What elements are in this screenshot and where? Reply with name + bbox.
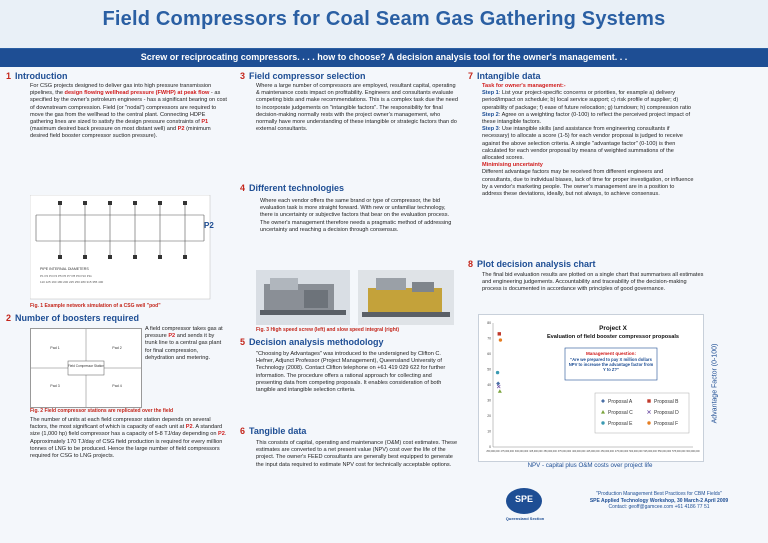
section-number: 3 (240, 71, 246, 81)
pad-label: Pad 4 (112, 384, 122, 388)
y-tick-label: 70 (487, 336, 491, 341)
s2-text-3: . Approximately 170 TJ/day of CSG field production is required for every million tonnes of LNG to be produced. Hence the large number of field compressors required for CSG to LNG projects. (30, 431, 227, 460)
chart-marks (496, 332, 502, 393)
intro-highlight: design flowing wellhead pressure (FWHP) at peak flow (64, 90, 210, 97)
decision-chart (478, 314, 704, 462)
section-4 (240, 182, 458, 234)
x-tick-label: 250,000,000 (486, 450, 500, 453)
x-tick-label: 450,000,000 (600, 450, 614, 453)
spe-logo-text: SPE (514, 494, 533, 504)
y-tick-label: 20 (487, 414, 491, 419)
step-3-text: : Use intangible skills (and assistance from engineering consultants if necessary) to allocate a score (1-5) for each vendor proposal is judged to receive against the above selection criteria. A single "advantage factor" (0-100) is then calculated for each vendor proposal by means of weighted summations of the allocated scores. (482, 126, 683, 162)
pad-label: Pad 1 (50, 346, 60, 350)
step-1 (482, 90, 694, 112)
section-4-heading (240, 182, 458, 195)
x-tick-label: 275,000,000 (500, 450, 514, 453)
side-text-2: and sends it by trunk line to a central gas plant for final compression, dehydration and metering. (145, 333, 222, 361)
intro-text-2: - as specified by the owner's petroleum engineers - has a significant bearing on cost of downstream compression. Field (or "nodal") compressors are required to move the gas from the wellhead to the central plant. Connecting HDPE gathering lines are sized to satisfy the design pressure constraints of (30, 90, 227, 126)
p2-label: P2 (218, 431, 225, 438)
question-title: Management question: (585, 351, 637, 356)
footer-line-3: Contact: geoff@gamcee.com +61 4186 77 51 (608, 504, 710, 511)
poster-subtitle: Screw or reciprocating compressors. . . . how to choose? A decision analysis tool for the owner's management. . . (140, 52, 628, 62)
legend-label: Proposal D (654, 410, 679, 416)
section-number: 7 (468, 71, 474, 81)
task-heading: Task for owner's management:- (482, 83, 566, 89)
column-2 (240, 70, 458, 133)
x-tick-label: 350,000,000 (543, 450, 557, 453)
p2-label: P2 (168, 333, 176, 340)
x-tick-label: 550,000,000 (657, 450, 672, 453)
section-7-heading (468, 70, 764, 83)
minimising-heading: Minimising uncertainty (482, 162, 543, 169)
x-tick-label: 575,000,000 (672, 450, 686, 453)
intro-text-1: For CSG projects designed to deliver gas into high pressure transmission pipelines, the (30, 83, 212, 97)
pads-svg (31, 329, 141, 407)
y-tick-label: 30 (487, 398, 491, 403)
data-point-proposal-d (497, 385, 500, 388)
y-tick-label: 40 (487, 383, 491, 388)
data-point-proposal-c (498, 389, 502, 393)
p2-label: P2 (177, 126, 185, 133)
diagram-title: PIPE INTERNAL DIAMETERS (40, 267, 89, 271)
section-title: Different technologies (249, 183, 345, 193)
intro-text-4: (minimum desired field booster compressor suction pressure). (30, 126, 211, 140)
p2-marker: P2 (204, 221, 214, 230)
p1-label: P1 (201, 119, 209, 126)
s2-text-2: . A standard size (1,000 hp) field compressor has a capacity of 5-8 TJ/day depending on (30, 424, 223, 438)
section-title: Decision analysis methodology (249, 337, 384, 347)
fig1-network-diagram (30, 195, 230, 303)
footer-line-1: "Production Management Best Practices for CBM Fields" (596, 491, 722, 497)
question-text: "Are we prepared to pay X million dollars NPV to increase the advantage factor from Y to Z?" (568, 357, 654, 373)
fig2-pads-diagram (30, 328, 142, 408)
section-6-heading (240, 425, 458, 438)
section-number: 8 (468, 259, 474, 269)
step-1-label: Step 1 (482, 90, 499, 97)
y-tick-label: 0 (489, 445, 491, 450)
poster-title: Field Compressors for Coal Seam Gas Gathering Systems (102, 8, 666, 30)
section-title: Field compressor selection (249, 71, 366, 81)
section-number: 6 (240, 426, 246, 436)
legend-marker (647, 399, 650, 402)
section-2-side-text (145, 326, 227, 362)
legend-label: Proposal F (654, 421, 679, 427)
intro-text-3: (maximum desired back pressure on most distant well) and (30, 126, 178, 133)
data-point-proposal-a (496, 381, 500, 385)
section-title: Number of boosters required (15, 313, 140, 323)
intro-text (6, 83, 228, 141)
section-2-heading (6, 312, 228, 325)
section-title: Plot decision analysis chart (477, 259, 596, 269)
data-point-proposal-e (496, 371, 499, 374)
chart-subtitle: Evaluation of field booster compressor proposals (546, 334, 680, 340)
p2-label: P2 (185, 424, 193, 431)
fig2-caption: Fig. 2 Field compressor stations are replicated over the field (30, 408, 174, 414)
footer-line-2: SPE Applied Technology Workshop, 30 March-2 April 2009 (589, 497, 729, 504)
legend-label: Proposal B (654, 399, 679, 405)
y-axis-title-wrap (707, 314, 721, 460)
decision-chart-svg (479, 315, 703, 461)
section-3-heading (240, 70, 458, 83)
pad-label: Pad 3 (50, 384, 60, 388)
spe-logo (506, 488, 542, 514)
section-2 (6, 312, 228, 325)
x-tick-label: 500,000,000 (629, 450, 643, 453)
section-3-text: Where a large number of compressors are employed, resultant capital, operating & maintenance costs impact on profitability. Engineers and consultants evaluate competing bids and make recommendations. This is a complex task due the need to incorporate judgements on "intangible factors". The responsibility for final decision-making normally rests with the project owner's management, who normally have more understanding of these intangible or strategic factors than do external consultants. (256, 83, 459, 133)
data-point-proposal-f (499, 338, 502, 341)
s2-text-1: The number of units at each field compressor station depends on several factors, the most significant of which is capacity of each unit at (30, 417, 211, 431)
step-2-text: : Agree on a weighting factor (0-100) to reflect the perceived project impact of these intangible factors. (482, 111, 691, 126)
step-3-label: Step 3 (482, 126, 499, 133)
y-tick-label: 10 (487, 429, 491, 434)
section-5 (240, 336, 458, 394)
fig3-compressor-photos (256, 270, 454, 325)
fig1-caption: Fig. 1 Example network simulation of a CSG well "pod" (30, 303, 161, 309)
section-2-text (30, 417, 228, 460)
data-point-proposal-b (498, 332, 501, 335)
chart-title: Project X (599, 325, 627, 332)
side-text-1: A field compressor takes gas at pressure (145, 326, 223, 340)
diagram-row-1: P1 P2 P3 P4 P5 P6 P7 P8 P9 P10 P11 (40, 274, 92, 278)
section-6-text: This consists of capital, operating and maintenance (O&M) cost estimates. These estimates are converted to a net present value (NPV) cost over the life of the project. The owner's FEED consultants are generally best equipped to generate the input data required to estimate NPV cost for technically acceptable options. (256, 440, 458, 468)
section-number: 2 (6, 313, 12, 323)
y-axis-title: Advantage Factor (0-100) (711, 343, 719, 424)
x-axis-title: NPV - capital plus O&M costs over project life (527, 462, 653, 469)
diagram-row-2: 110 125 160 180 200 225 250 280 315 355 400 (40, 280, 104, 284)
x-tick-label: 400,000,000 (572, 450, 586, 453)
legend-marker (647, 421, 650, 424)
section-8-heading (468, 258, 764, 271)
legend-label: Proposal A (608, 399, 633, 405)
section-number: 5 (240, 337, 246, 347)
x-tick-label: 375,000,000 (557, 450, 572, 453)
x-tick-label: 300,000,000 (514, 450, 529, 453)
section-1-heading (6, 70, 228, 83)
step-1-text: : List your project-specific concerns or priorities, for example a) delivery period/impact on schedule; b) local service support; c) risk profile of supplier; d) operability of package; f) ease of future relocation; g) turndown; h) compression ratio (482, 90, 691, 111)
x-tick-label: 425,000,000 (586, 450, 600, 453)
section-title: Introduction (15, 71, 68, 81)
section-8 (468, 258, 764, 294)
x-tick-label: 475,000,000 (614, 450, 629, 453)
x-tick-label: 600,000,000 (686, 450, 700, 453)
minimising-text: Different advantage factors may be received from different engineers and consultants, due to individual biases, lack of time for proper investigation, or influence by a vendor's marketing people. The owner's management are in a position to address these deviations, ideally, but not always, to achieve consensus. (482, 169, 694, 198)
legend-label: Proposal C (608, 410, 633, 416)
section-8-text: The final bid evaluation results are plotted on a single chart that summarises all estimates and engineering judgements. Accountability and traceability of the decision-making process is documented in accordance with principles of good governance. (482, 272, 704, 293)
network-svg (30, 195, 230, 303)
section-title: Tangible data (249, 426, 307, 436)
section-4-text: Where each vendor offers the same brand or type of compressor, the bid evaluation task is more straight forward. With new or unfamiliar technology, there is uncertainty or subjective factors that bear on the evaluation process. The owner's management therefore needs a pragmatic method of addressing uncertainty and reaching a decision through consensus. (260, 198, 452, 233)
section-6 (240, 425, 458, 469)
step-3 (482, 126, 694, 162)
section-number: 4 (240, 183, 246, 193)
x-tick-label: 325,000,000 (529, 450, 543, 453)
y-tick-label: 80 (487, 321, 491, 326)
step-2 (482, 112, 694, 126)
pad-label: Pad 2 (112, 346, 122, 350)
spe-logo-subtitle: Queensland Section (505, 516, 545, 521)
compressor-photos-svg (256, 270, 454, 325)
fig3-caption: Fig. 3 High speed screw (left) and slow speed integral (right) (256, 327, 400, 333)
y-tick-label: 50 (487, 367, 491, 372)
section-number: 1 (6, 71, 12, 81)
column-1 (6, 70, 228, 141)
chart-legend (595, 393, 689, 433)
section-5-heading (240, 336, 458, 349)
column-3 (468, 70, 764, 198)
step-2-label: Step 2 (482, 111, 499, 118)
section-title: Intangible data (477, 71, 541, 81)
x-tick-label: 525,000,000 (643, 450, 657, 453)
legend-marker (601, 421, 604, 424)
legend-label: Proposal E (608, 421, 633, 427)
center-station-label: Field Compressor Station (68, 364, 104, 368)
section-7-text (468, 83, 694, 198)
footer-text (556, 491, 762, 511)
section-5-text: "Choosing by Advantages" was introduced to the undersigned by Clifton C. Hefner, Adjunct Professor (Project Management), Queensland University of Technology (2008). Contact Clifton telephone on +61 419 029 622 for further information. The procedure offers a rational approach for collecting and presenting data from competing proposals. It enables consideration of both tangible and intangible selection criteria. (256, 351, 446, 394)
question-text-wrap (567, 357, 655, 379)
y-tick-label: 60 (487, 352, 491, 357)
